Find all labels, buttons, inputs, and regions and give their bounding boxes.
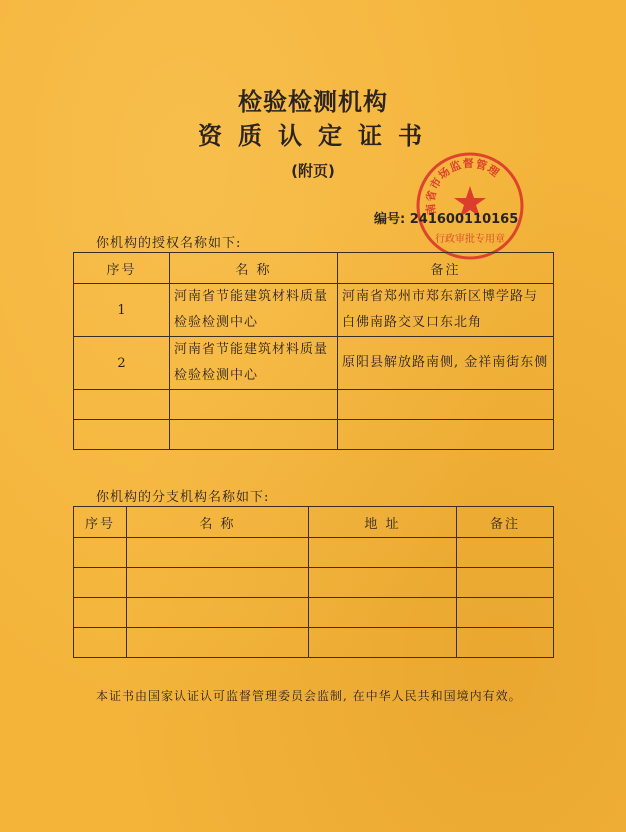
column-header-remark: 备注 (457, 507, 554, 538)
column-header-address: 地 址 (309, 507, 457, 538)
empty-table-row (74, 628, 554, 658)
remark-address: 河南省郑州市郑东新区博学路与白佛南路交叉口东北角 (338, 284, 554, 337)
remark-address: 原阳县解放路南侧, 金祥南街东侧 (338, 337, 554, 390)
certificate-validity-note: 本证书由国家认证认可监督管理委员会监制, 在中华人民共和国境内有效。 (96, 689, 522, 703)
column-header-no: 序号 (74, 253, 170, 284)
certificate-title-line1: 检验检测机构 (238, 88, 388, 116)
column-header-no: 序号 (74, 507, 127, 538)
empty-table-row (74, 538, 554, 568)
empty-table-row (74, 420, 554, 450)
authorized-names-table (73, 252, 554, 450)
branch-names-label: 你机构的分支机构名称如下: (96, 490, 270, 505)
column-header-name: 名 称 (170, 253, 338, 284)
appendix-label: (附页) (291, 162, 335, 180)
institution-name: 河南省节能建筑材料质量检验检测中心 (170, 284, 338, 337)
column-header-name: 名 称 (127, 507, 309, 538)
table-header-row (74, 507, 554, 538)
certificate-number: 编号: 241600110165 (374, 212, 519, 227)
certificate-title-line2: 资质认定证书 (198, 122, 438, 150)
institution-name: 河南省节能建筑材料质量检验检测中心 (170, 337, 338, 390)
column-header-remark: 备注 (338, 253, 554, 284)
official-seal-stamp (414, 150, 526, 262)
empty-table-row (74, 598, 554, 628)
table-row (74, 284, 554, 337)
table-row (74, 337, 554, 390)
branch-names-table (73, 506, 554, 658)
row-number: 1 (74, 284, 170, 337)
authorized-names-label: 你机构的授权名称如下: (96, 236, 242, 251)
empty-table-row (74, 568, 554, 598)
row-number: 2 (74, 337, 170, 390)
table-header-row (74, 253, 554, 284)
svg-text:行政审批专用章: 行政审批专用章 (435, 234, 505, 245)
svg-text:南省市场监督管理: 南省市场监督管理 (423, 156, 503, 216)
empty-table-row (74, 390, 554, 420)
